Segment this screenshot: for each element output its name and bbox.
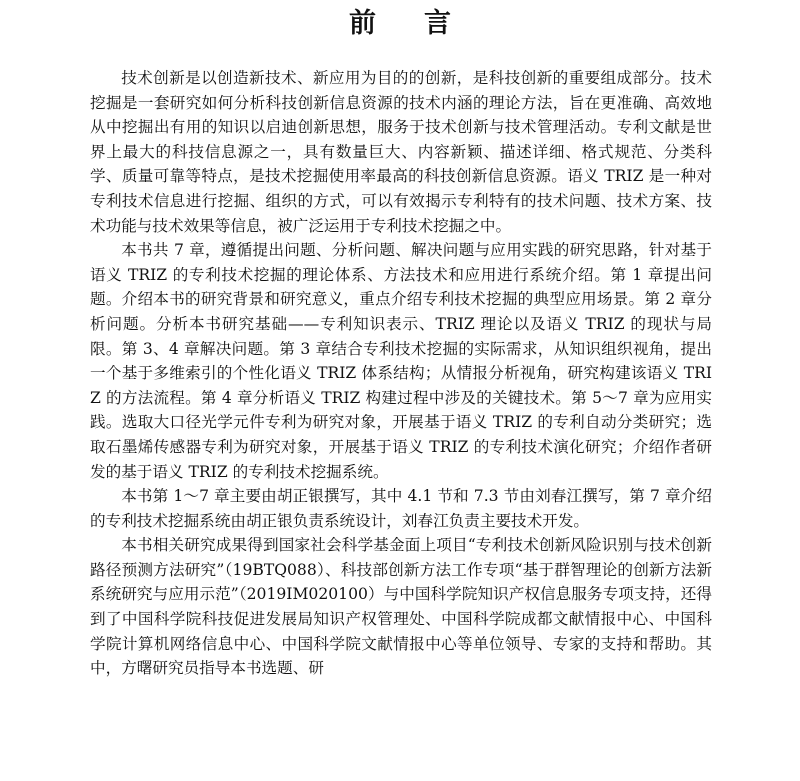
paragraph-acknowledgements: 本书相关研究成果得到国家社会科学基金面上项目“专利技术创新风险识别与技术创新路径预测方法研究”（19BTQ088）、科技部创新方法工作专项“基于群智理论的创新方法新系统研究与应用示范”（2019IM020100）与中国科学院知识产权信息服务专项支持，还得到了中国科学院科技促进发展局知识产权管理处、中国科学院成都文献情报中心、中国科学院计算机网络信息中心、中国科学院文献情报中心等单位领导、专家的支持和帮助。其中，方曙研究员指导本书选题、研 bbox=[90, 536, 712, 678]
title-char-1: 前 bbox=[349, 8, 376, 39]
title-char-2: 言 bbox=[424, 8, 451, 39]
paragraph-intro: 技术创新是以创造新技术、新应用为目的的创新，是科技创新的重要组成部分。技术挖掘是一套研究如何分析科技创新信息资源的技术内涵的理论方法，旨在更准确、高效地从中挖掘出有用的知识以启迪创新思想，服务于技术创新与技术管理活动。专利文献是世界上最大的科技信息源之一，具有数量巨大、内容新颖、描述详细、格式规范、分类科学、质量可靠等特点，是技术挖掘使用率最高的科技创新信息资源。语义 TRIZ 是一种对专利技术信息进行挖掘、组织的方式，可以有效揭示专利特有的技术问题、技术方案、技术功能与技术效果等信息，被广泛运用于专利技术挖掘之中。 bbox=[90, 69, 712, 235]
page-title bbox=[0, 4, 800, 44]
preface-body bbox=[90, 66, 712, 681]
paragraph-authors: 本书第 1～7 章主要由胡正银撰写，其中 4.1 节和 7.3 节由刘春江撰写，第 7 章介绍的专利技术挖掘系统由胡正银负责系统设计，刘春江负责主要技术开发。 bbox=[90, 487, 712, 530]
paragraph-chapters: 本书共 7 章，遵循提出问题、分析问题、解决问题与应用实践的研究思路，针对基于语义 TRIZ 的专利技术挖掘的理论体系、方法技术和应用进行系统介绍。第 1 章提出问题。介绍本书的研究背景和研究意义，重点介绍专利技术挖掘的典型应用场景。第 2 章分析问题。分析本书研究基础——专利知识表示、TRIZ 理论以及语义 TRIZ 的现状与局限。第 3、4 章解决问题。第 3 章结合专利技术挖掘的实际需求，从知识组织视角，提出一个基于多维索引的个性化语义 TRIZ 体系结构；从情报分析视角，研究构建该语义 TRIZ 的方法流程。第 4 章分析语义 TRIZ 构建过程中涉及的关键技术。第 5～7 章为应用实践。选取大口径光学元件专利为研究对象，开展基于语义 TRIZ 的专利自动分类研究；选取石墨烯传感器专利为研究对象，开展基于语义 TRIZ 的专利技术演化研究；介绍作者研发的基于语义 TRIZ 的专利技术挖掘系统。 bbox=[90, 241, 712, 481]
